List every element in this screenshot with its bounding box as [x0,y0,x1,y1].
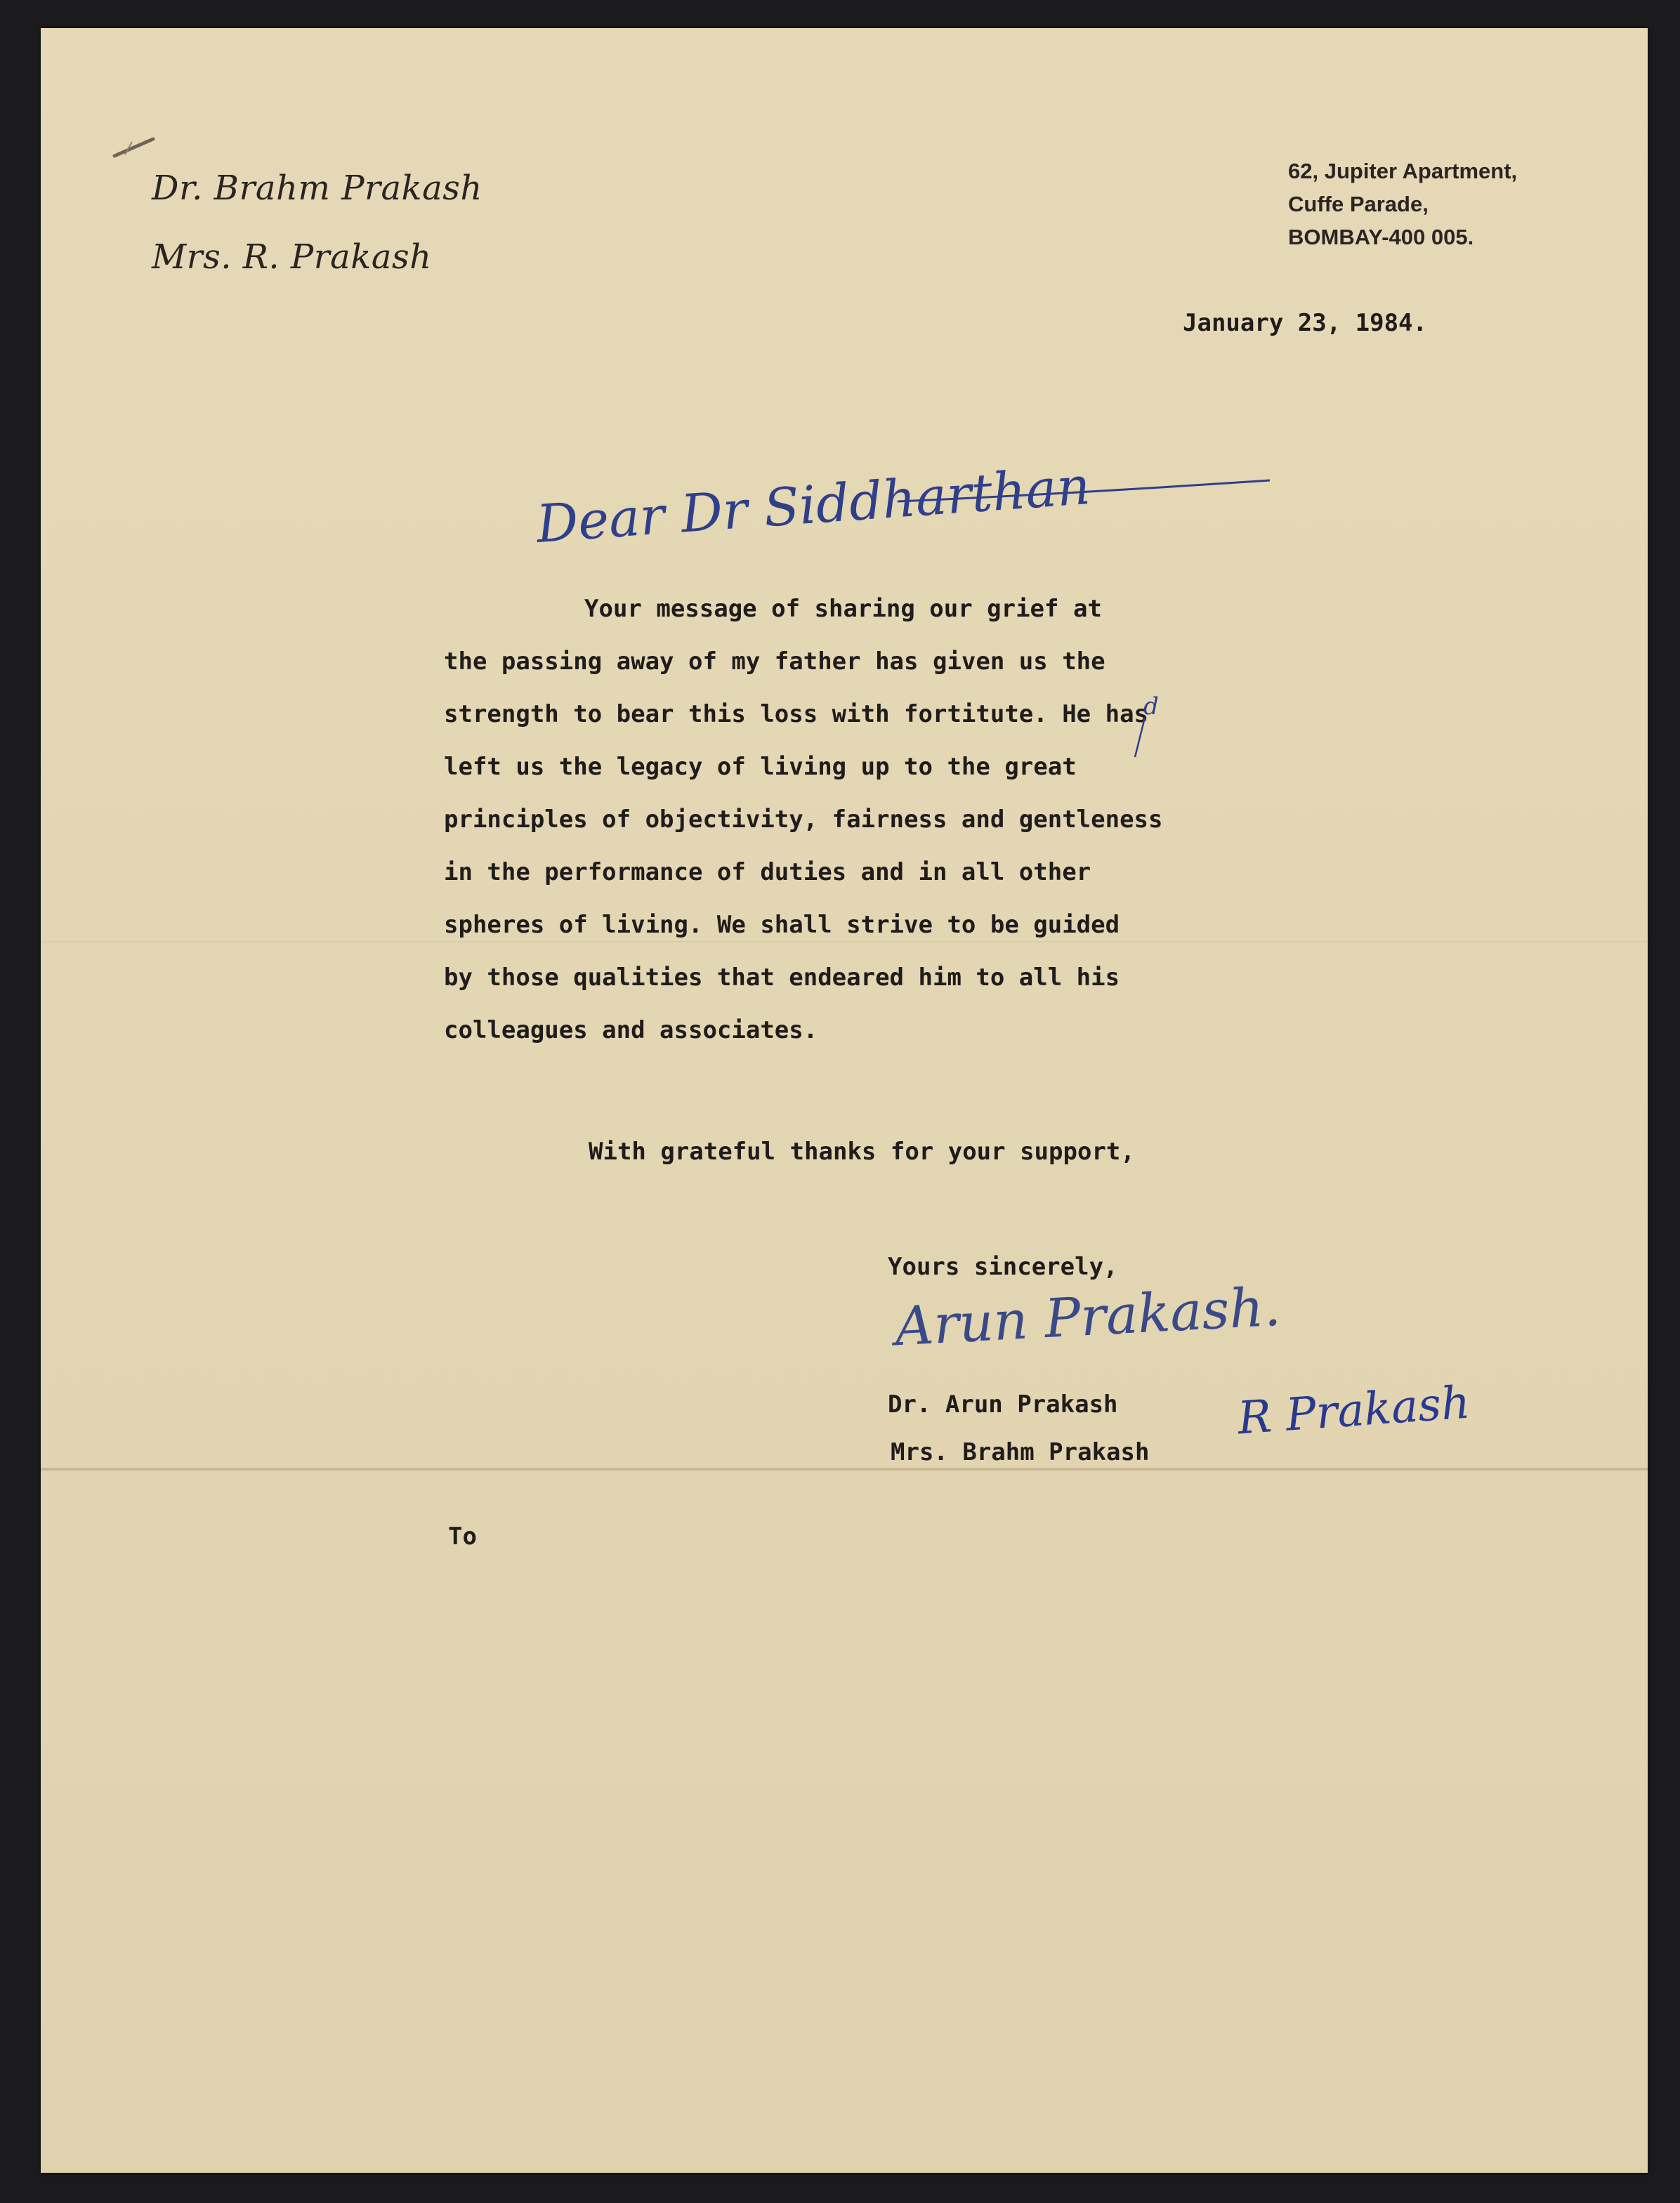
body-line-7: spheres of living. We shall strive to be guided [444,911,1120,939]
letter-date: January 23, 1984. [1183,309,1427,337]
correction-strike-mark [1129,716,1150,758]
address-line-1: 62, Jupiter Apartment, [1288,159,1518,183]
signatory-name-2: Mrs. Brahm Prakash [891,1438,1150,1466]
address-line-2: Cuffe Parade, [1288,192,1429,216]
closing-line: With grateful thanks for your support, [589,1138,1135,1166]
letterhead-address [1288,154,1517,254]
body-line-3: strength to bear this loss with fortitute. He has [444,700,1149,728]
sign-off: Yours sincerely, [888,1253,1118,1281]
body-line-5: principles of objectivity, fairness and gentleness [444,805,1163,834]
letter-paper [41,28,1648,2173]
signatory-name-1: Dr. Arun Prakash [888,1390,1118,1419]
to-label: To [448,1523,477,1551]
body-line-9: colleagues and associates. [444,1016,818,1044]
letterhead-name-1: Dr. Brahm Prakash [152,169,483,208]
address-line-3: BOMBAY-400 005. [1288,225,1474,249]
body-line-1: Your message of sharing our grief at [584,595,1102,623]
letterhead-name-2: Mrs. R. Prakash [152,237,432,277]
signature-r-prakash: R Prakash [1235,1376,1472,1445]
body-line-6: in the performance of duties and in all other [444,858,1091,886]
salutation-flourish [855,478,1277,506]
signature-arun-prakash: Arun Prakash. [893,1275,1282,1358]
handwritten-correction: d [1143,692,1159,721]
handwritten-salutation: Dear Dr Siddharthan [534,456,1092,555]
staple-mark-icon [111,133,160,162]
body-line-4: left us the legacy of living up to the great [444,753,1077,781]
body-line-2: the passing away of my father has given us the [444,647,1105,676]
paper-fold [41,1468,1648,1471]
body-line-8: by those qualities that endeared him to all his [444,964,1120,992]
